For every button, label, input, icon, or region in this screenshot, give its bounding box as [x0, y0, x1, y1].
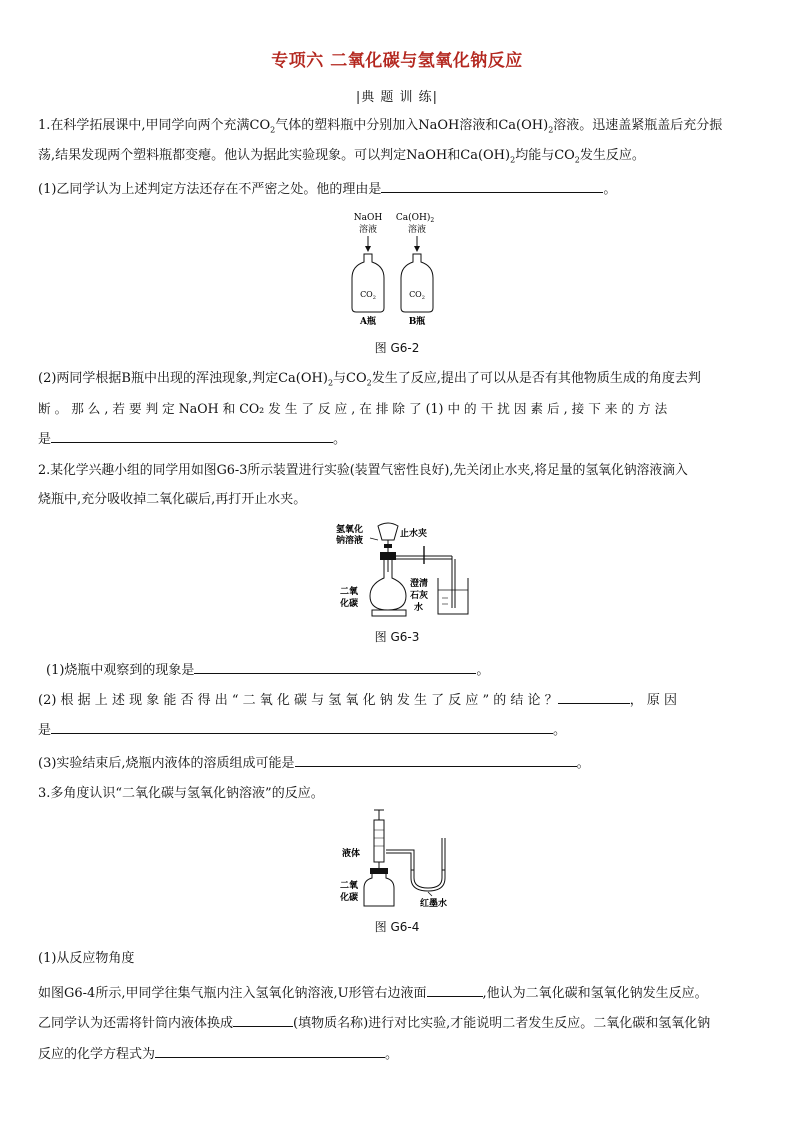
beaker	[438, 578, 468, 614]
label-naoh-1: 氢氧化	[336, 525, 364, 535]
figure-g6-3	[334, 520, 474, 620]
q2-stem-line1: 2.某化学兴趣小组的同学用如图G6-3所示装置进行实验(装置气密性良好),先关闭止水夹,将足量的氢氧化钠溶液滴入	[38, 463, 688, 478]
q3-para2: 乙同学认为还需将针筒内液体换成 (填物质名称)进行对比实验,才能说明二者发生反应。二氧化碳和氢氧化钠	[38, 1012, 756, 1034]
answer-blank[interactable]	[194, 659, 476, 674]
label-ink: 红墨水	[420, 899, 448, 908]
answer-blank[interactable]	[233, 1012, 293, 1027]
page-title: 专项六 二氧化碳与氢氧化钠反应	[271, 51, 523, 71]
label-bottle-b: B瓶	[408, 317, 426, 326]
q1-sub2-line1: (2)两同学根据B瓶中出现的浑浊现象,判定$Ca(OH)_2$与$CO_2$发生了反应,提出了可以从是否有其他物质生成的角度去判	[38, 371, 701, 388]
gas-label-b: $CO_2$	[409, 290, 425, 301]
q3-stem: 3.多角度认识“二氧化碳与氢氧化钠溶液”的反应。	[38, 786, 324, 801]
answer-blank[interactable]	[155, 1043, 385, 1058]
label-co2-1: 二氧	[340, 587, 359, 597]
gas-label-a: $CO_2$	[360, 290, 376, 301]
figure-g6-2	[340, 208, 460, 326]
label-liquid: 液体	[342, 849, 361, 859]
flask-stand	[372, 610, 406, 616]
answer-blank[interactable]	[427, 982, 483, 997]
label-solution-b: 溶液	[407, 225, 427, 235]
answer-blank[interactable]	[381, 178, 603, 193]
pointer-ink	[428, 892, 432, 896]
answer-blank[interactable]	[51, 428, 333, 443]
label-co2-1: 二氧	[340, 881, 359, 891]
label-solution-a: 溶液	[358, 225, 378, 235]
q2-sub2-line1: (2) 根 据 上 述 现 象 能 否 得 出 “ 二 氧 化 碳 与 氢 氧 化 钠 发 生 了 反 应 ” 的 结 论 ？ ， 原 因	[38, 689, 756, 711]
section-subtitle: |典 题 训 练|	[355, 90, 439, 105]
answer-blank[interactable]	[295, 752, 577, 767]
label-lime-2: 石灰	[410, 591, 429, 601]
q3-sub1: (1)从反应物角度	[38, 951, 135, 966]
label-co2-2: 化碳	[340, 893, 359, 903]
pointer-funnel	[370, 538, 378, 540]
u-tube-outer	[386, 838, 442, 888]
q2-sub2-line2: 是 。	[38, 719, 756, 741]
q1-sub2-line3: 是 。	[38, 428, 756, 450]
bottle-stopper	[370, 868, 388, 874]
q2-sub1: (1)烧瓶中观察到的现象是 。	[46, 659, 764, 681]
label-naoh: NaOH	[353, 213, 383, 223]
label-bottle-a: A瓶	[360, 317, 376, 326]
label-clamp: 止水夹	[400, 529, 428, 539]
arrowhead-b	[414, 246, 420, 252]
figure-g6-4	[336, 808, 466, 908]
q2-sub3: (3)实验结束后,烧瓶内液体的溶质组成可能是 。	[38, 752, 756, 774]
label-caoh2: $Ca(OH)_2$	[395, 213, 435, 224]
separatory-funnel	[378, 523, 398, 540]
label-co2-2: 化碳	[340, 599, 359, 609]
q1-stem-line1: 1.在科学拓展课中,甲同学向两个充满$CO_2$气体的塑料瓶中分别加入NaOH溶液和$Ca(OH)_2$溶液。迅速盖紧瓶盖后充分振	[38, 118, 723, 135]
bottle-a	[352, 254, 384, 312]
q3-para1: 如图G6-4所示,甲同学往集气瓶内注入氢氧化钠溶液,U形管右边液面 ,他认为二氧化碳和氢氧化钠发生反应。	[38, 982, 756, 1004]
arrowhead-a	[365, 246, 371, 252]
caption-g6-4: 图 G6-4	[374, 920, 420, 934]
label-lime-3: 水	[414, 603, 424, 613]
q2-stem-line2: 烧瓶中,充分吸收掉二氧化碳后,再打开止水夹。	[38, 492, 307, 507]
label-naoh-2: 钠溶液	[336, 536, 364, 546]
q1-stem-line2: 荡,结果发现两个塑料瓶都变瘪。他认为据此实验现象。可以判定NaOH和$Ca(OH)_2$均能与$CO_2$发生反应。	[38, 148, 645, 165]
answer-blank[interactable]	[51, 719, 553, 734]
funnel-stopcock	[384, 544, 392, 548]
syringe-barrel	[374, 820, 384, 862]
answer-blank[interactable]	[558, 689, 630, 704]
caption-g6-2: 图 G6-2	[374, 341, 420, 355]
q3-para3: 反应的化学方程式为 。	[38, 1043, 756, 1065]
q1-sub2-line2: 断 。 那 么 , 若 要 判 定 NaOH 和 CO₂ 发 生 了 反 应 , 在 排 除 了 (1) 中 的 干 扰 因 素 后 , 接 下 来 的 方 法	[38, 401, 668, 416]
bottle-b	[401, 254, 433, 312]
q1-sub1: (1)乙同学认为上述判定方法还存在不严密之处。他的理由是 。	[38, 178, 756, 200]
gas-bottle	[364, 874, 394, 906]
label-lime-1: 澄清	[410, 579, 429, 589]
caption-g6-3: 图 G6-3	[374, 630, 420, 644]
